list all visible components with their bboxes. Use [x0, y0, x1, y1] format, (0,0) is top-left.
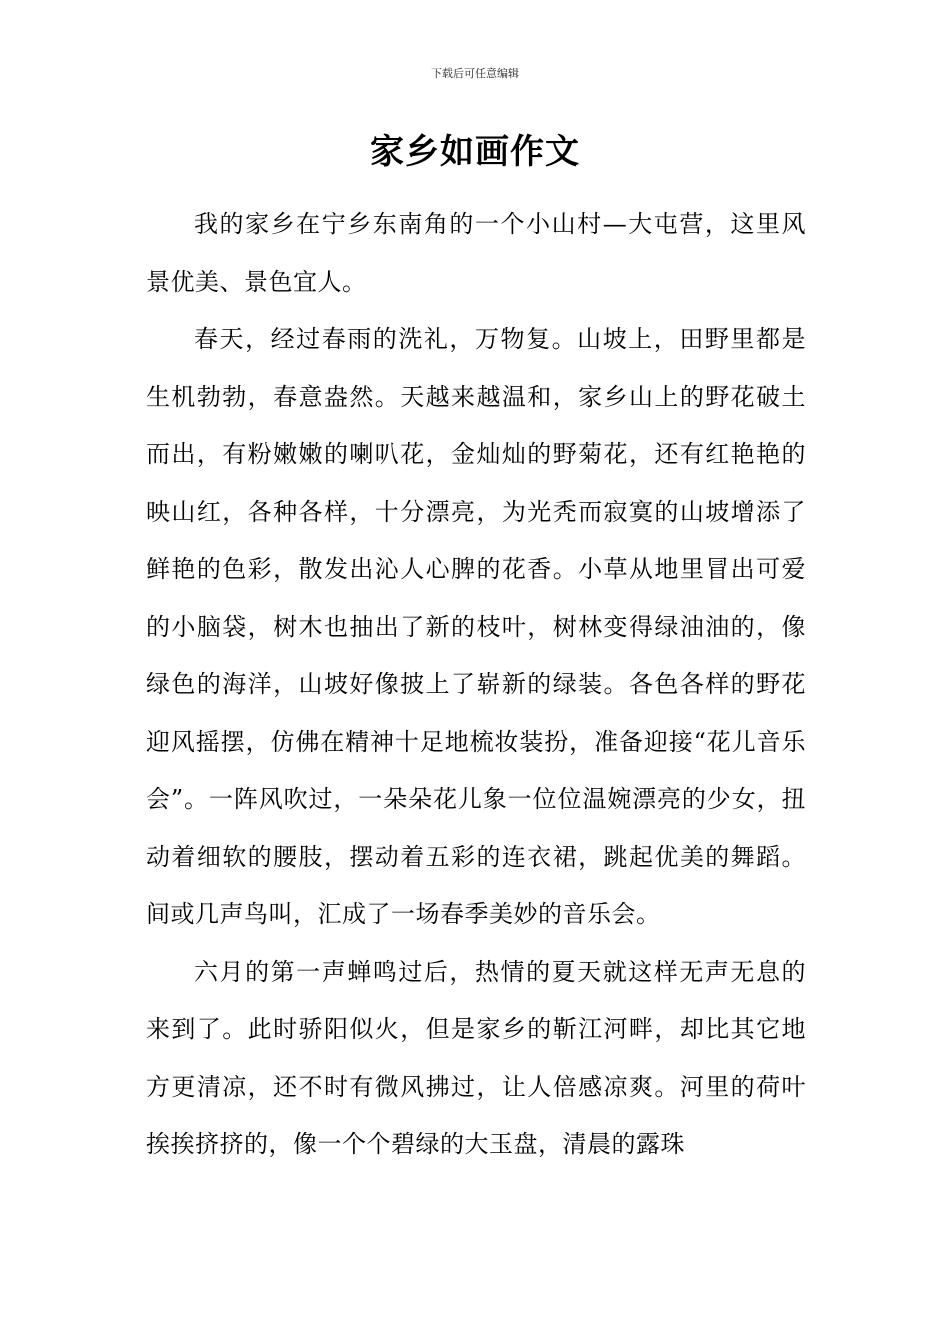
header-note: 下载后可任意编辑	[431, 67, 519, 80]
paragraph-spring: 春天，经过春雨的洗礼，万物复。山坡上，田野里都是生机勃勃，春意盎然。天越来越温和，家乡山上的野花破土而出，有粉嫩嫩的喇叭花，金灿灿的野菊花，还有红艳艳的映山红，各种各样，十分漂亮，为光秃而寂寞的山坡增添了鲜艳的色彩，散发出沁人心脾的花香。小草从地里冒出可爱的小脑袋，树木也抽出了新的枝叶，树林变得绿油油的，像绿色的海洋，山坡好像披上了崭新的绿装。各色各样的野花迎风摇摆，仿佛在精神十足地梳妆装扮，准备迎接“花儿音乐会”。一阵风吹过，一朵朵花儿象一位位温婉漂亮的少女，扭动着细软的腰肢，摆动着五彩的连衣裙，跳起优美的舞蹈。间或几声鸟叫，汇成了一场春季美妙的音乐会。	[146, 325, 806, 928]
document-body	[146, 196, 806, 1174]
document-title: 家乡如画作文	[370, 132, 580, 172]
paragraph-intro: 我的家乡在宁乡东南角的一个小山村—大屯营，这里风景优美、景色宜人。	[146, 210, 806, 296]
paragraph-summer: 六月的第一声蝉鸣过后，热情的夏天就这样无声无息的来到了。此时骄阳似火，但是家乡的靳江河畔，却比其它地方更清凉，还不时有微风拂过，让人倍感凉爽。河里的荷叶挨挨挤挤的，像一个个碧绿的大玉盘，清晨的露珠	[146, 957, 806, 1158]
